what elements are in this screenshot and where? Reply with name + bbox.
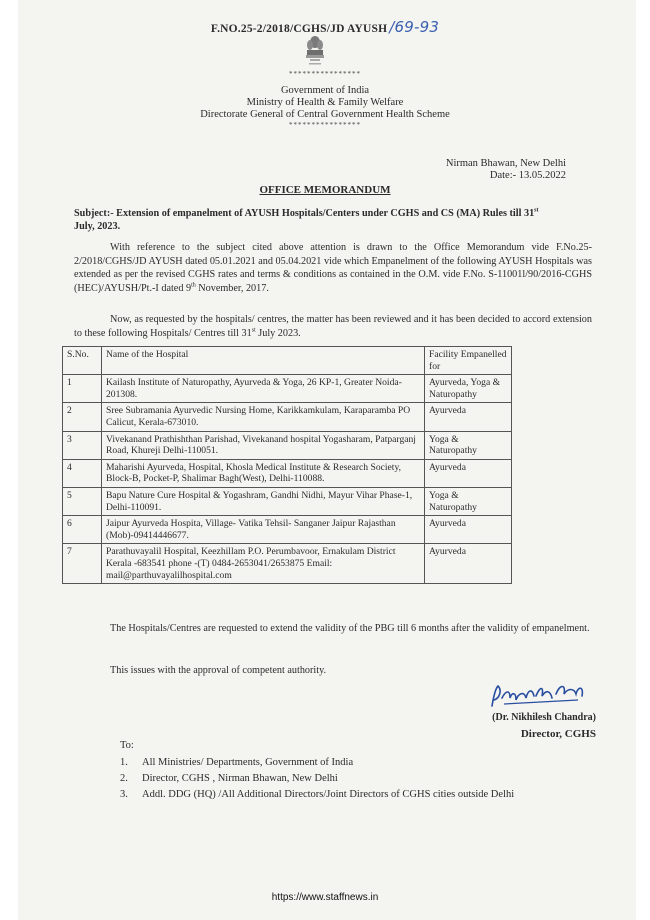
- header-facility: Facility Empanelled for: [425, 347, 512, 375]
- cell-facility: Ayurveda: [425, 459, 512, 487]
- para1-text: With reference to the subject cited above attention is drawn to the Office Memorandum vide F.No.25-2/2018/CGHS/JD AYUSH dated 05.01.2021 and 05.04.2021 vide which Empanelment of the following AYUSH Hospitals was extended as per the revised CGHS rates and terms & conditions as contained in the O.M. vide F.No. S-11001l/90/2016-CGHS (HEC)/AYUSH/Pt.-I dated 9: [74, 242, 592, 294]
- recipient-2: [120, 772, 338, 785]
- recipient-number: 2.: [120, 773, 128, 784]
- cell-sno: 2: [63, 403, 102, 431]
- date: Date:- 13.05.2022: [489, 170, 566, 181]
- place-date-block: [444, 158, 566, 182]
- cell-hospital-name: Kailash Institute of Naturopathy, Ayurveda & Yoga, 26 KP-1, Greater Noida- 201308.: [102, 375, 425, 403]
- star-divider-top: ****************: [289, 70, 361, 78]
- cell-hospital-name: Maharishi Ayurveda, Hospital, Khosla Medical Institute & Research Society, Block-B, Pocket-P, Shalimar Bagh(West), Delhi-110088.: [102, 459, 425, 487]
- cell-hospital-name: Vivekanand Prathishthan Parishad, Vivekanand hospital Yogasharam, Patparganj Road, Khureji Delhi-110051.: [102, 431, 425, 459]
- para2-sup: st: [251, 327, 256, 334]
- signatory-name: (Dr. Nikhilesh Chandra): [492, 712, 596, 723]
- cell-sno: 6: [63, 516, 102, 544]
- cell-hospital-name: Parathuvayalil Hospital, Keezhillam P.O. Perumbavoor, Ernakulam District Kerala -683541 phone -(T) 0484-2653041/2653875 Email: mail@parthuvayalilhospital.com: [102, 544, 425, 584]
- recipient-number: 3.: [120, 789, 128, 800]
- cell-hospital-name: Jaipur Ayurveda Hospita, Village- Vatika Tehsil- Sanganer Jaipur Rajasthan (Mob)-09414446677.: [102, 516, 425, 544]
- header-directorate: Directorate General of Central Government Health Scheme: [200, 109, 450, 120]
- handwritten-signature: [484, 676, 594, 716]
- to-label: To:: [120, 740, 134, 751]
- place: Nirman Bhawan, New Delhi: [445, 158, 566, 169]
- paragraph-extension: [74, 313, 592, 340]
- header-government: Government of India: [280, 85, 370, 96]
- recipient-text: All Ministries/ Departments, Government of India: [142, 757, 354, 768]
- subject-line2: July, 2023.: [74, 221, 121, 232]
- paragraph-pbg: [74, 622, 592, 636]
- table-row: [63, 487, 512, 515]
- recipient-1: [120, 756, 353, 769]
- para2-text: Now, as requested by the hospitals/ centres, the matter has been reviewed and it has been decided to accord extension to these following Hospitals/ Centres till 31: [74, 314, 592, 339]
- recipient-text: Director, CGHS , Nirman Bhawan, New Delhi: [142, 773, 338, 784]
- para1-tail: November, 2017.: [195, 282, 269, 294]
- table-row: [63, 403, 512, 431]
- recipient-text: Addl. DDG (HQ) /All Additional Directors/Joint Directors of CGHS cities outside Delhi: [142, 789, 515, 800]
- table-row: [63, 459, 512, 487]
- table-row: [63, 431, 512, 459]
- recipient-3: [120, 788, 514, 801]
- para3-text: The Hospitals/Centres are requested to extend the validity of the PBG till 6 months after the validity of empanelment.: [110, 623, 590, 634]
- subject: [74, 207, 574, 233]
- header-hospital-name: Name of the Hospital: [102, 347, 425, 375]
- file-number-text: F.NO.25-2/2018/CGHS/JD AYUSH: [210, 23, 388, 35]
- para2-tail: July 2023.: [255, 327, 301, 339]
- para4-text: This issues with the approval of competent authority.: [110, 665, 327, 676]
- cell-facility: Yoga & Naturopathy: [425, 487, 512, 515]
- cell-hospital-name: Sree Subramania Ayurvedic Nursing Home, Karikkamkulam, Karaparamba PO Calicut, Kerala-673010.: [102, 403, 425, 431]
- cell-facility: Ayurveda: [425, 403, 512, 431]
- cell-sno: 7: [63, 544, 102, 584]
- table-row: [63, 375, 512, 403]
- header-sno: S.No.: [63, 347, 102, 375]
- memo-title: OFFICE MEMORANDUM: [259, 184, 391, 196]
- cell-sno: 3: [63, 431, 102, 459]
- star-divider-bottom: ****************: [289, 121, 361, 129]
- cell-facility: Ayurveda: [425, 544, 512, 584]
- para1-sup: th: [191, 282, 196, 289]
- cell-sno: 4: [63, 459, 102, 487]
- cell-facility: Ayurveda, Yoga & Naturopathy: [425, 375, 512, 403]
- table-header-row: [63, 347, 512, 375]
- subject-line1: Subject:- Extension of empanelment of AYUSH Hospitals/Centers under CGHS and CS (MA) Rules till 31: [74, 208, 535, 219]
- cell-sno: 5: [63, 487, 102, 515]
- header-ministry: Ministry of Health & Family Welfare: [246, 97, 404, 108]
- cell-facility: Ayurveda: [425, 516, 512, 544]
- footer-url[interactable]: https://www.staffnews.in: [271, 892, 379, 903]
- paragraph-reference: [74, 241, 592, 295]
- recipient-number: 1.: [120, 757, 128, 768]
- signatory-designation: Director, CGHS: [520, 728, 596, 740]
- cell-facility: Yoga & Naturopathy: [425, 431, 512, 459]
- subject-sup: st: [534, 207, 539, 214]
- national-emblem-icon: [304, 34, 326, 70]
- cell-sno: 1: [63, 375, 102, 403]
- cell-hospital-name: Bapu Nature Cure Hospital & Yogashram, Gandhi Nidhi, Mayur Vihar Phase-1, Delhi-110091.: [102, 487, 425, 515]
- table-row: [63, 516, 512, 544]
- handwritten-serial: /69-93: [389, 18, 440, 36]
- hospital-table: [62, 346, 512, 584]
- table-row: [63, 544, 512, 584]
